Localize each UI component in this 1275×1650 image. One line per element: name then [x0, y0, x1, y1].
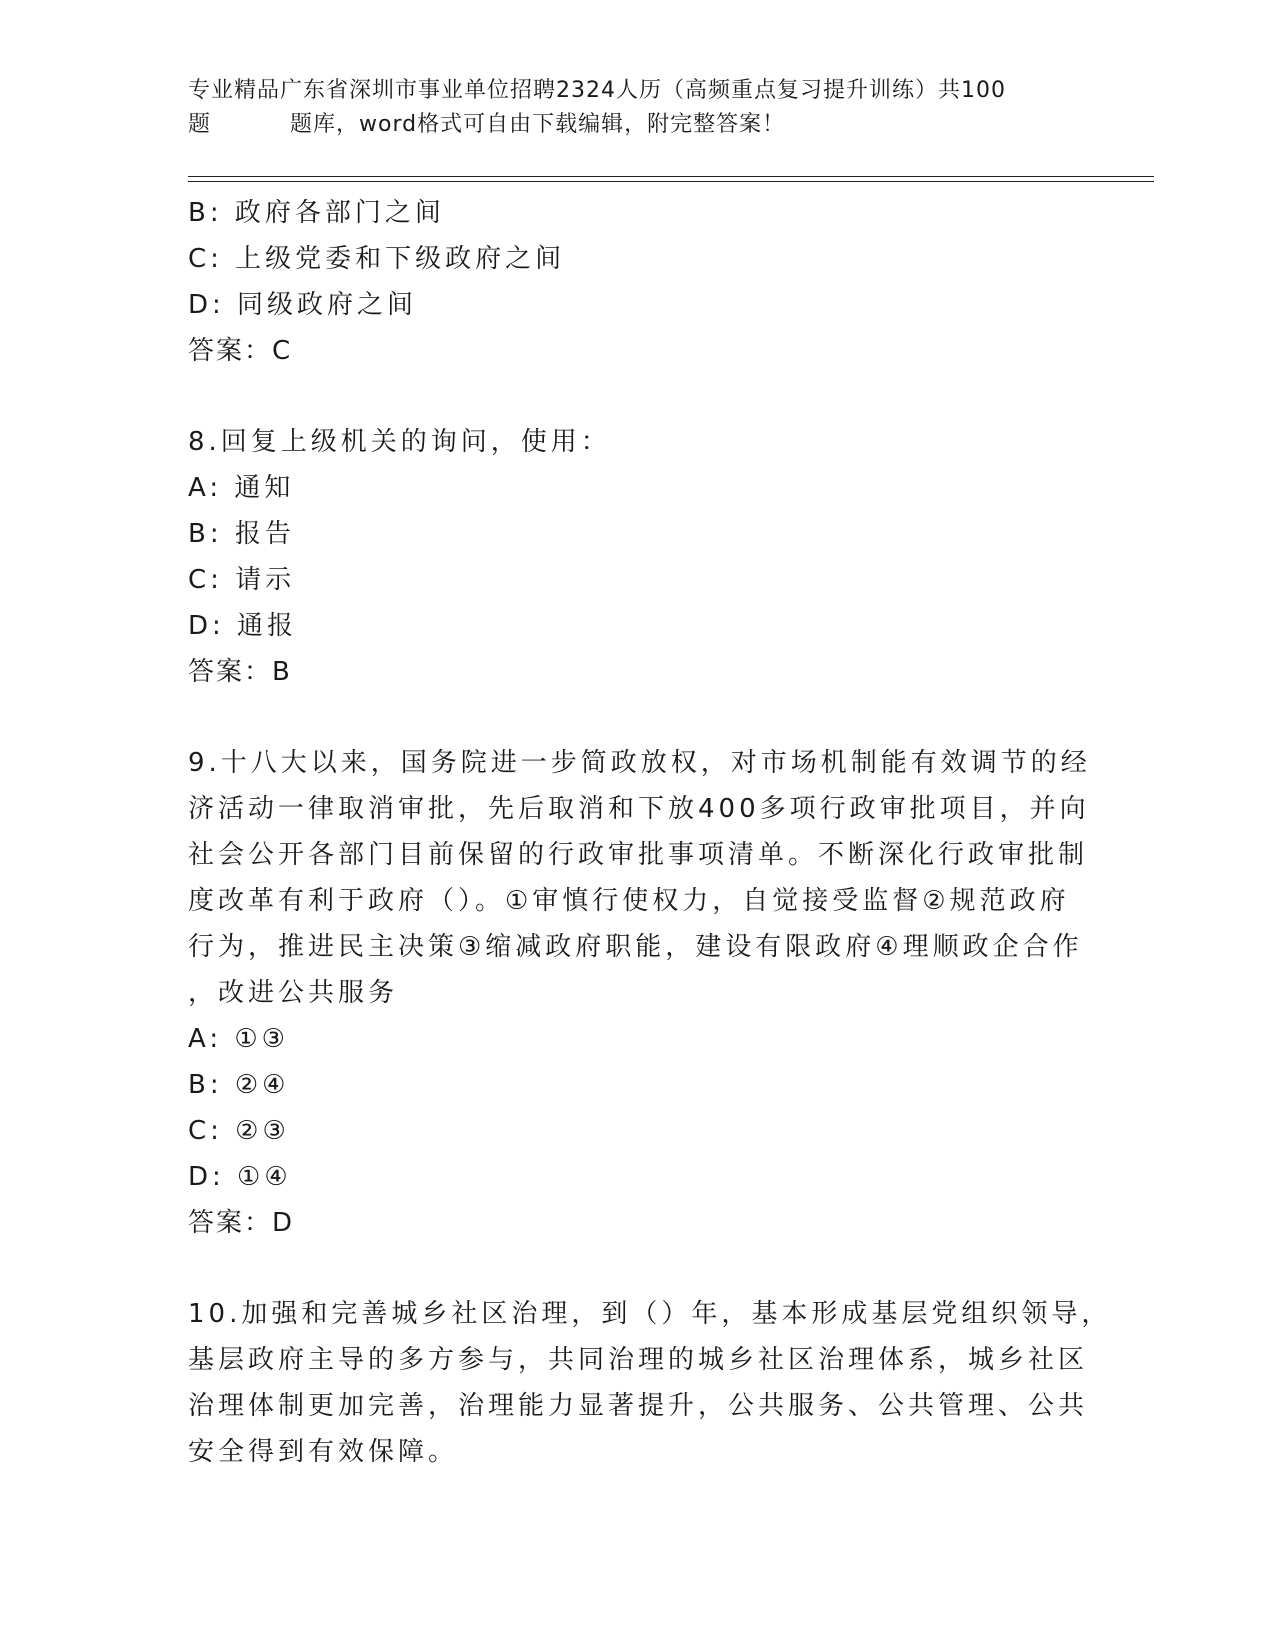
- question-stem: 8.回复上级机关的询问，使用：: [188, 427, 611, 457]
- spacer: [188, 1246, 1068, 1291]
- question-8: [188, 419, 1068, 695]
- option-c: C: ②③: [188, 1116, 290, 1146]
- option-b: B: ②④: [188, 1070, 290, 1100]
- header-line2-left: 题: [188, 112, 212, 137]
- answer-line: 答案：C: [188, 336, 293, 366]
- question-10: [188, 1291, 1112, 1475]
- question-stem-line: 社会公开各部门目前保留的行政审批事项清单。不断深化行政审批制: [188, 840, 1089, 870]
- spacer: [188, 374, 1068, 419]
- answer-line: 答案：B: [188, 657, 292, 687]
- answer-line: 答案：D: [188, 1208, 295, 1238]
- question-9: [188, 740, 1091, 1246]
- question-7-tail: [188, 190, 1068, 374]
- spacer: [188, 695, 1068, 740]
- question-stem-line: 9.十八大以来，国务院进一步简政放权，对市场机制能有效调节的经: [188, 748, 1091, 778]
- question-stem-line: 度改革有利于政府（）。①审慎行使权力，自觉接受监督②规范政府: [188, 886, 1070, 916]
- option-b: B: 报告: [188, 519, 295, 549]
- question-stem-line: 安全得到有效保障。: [188, 1437, 459, 1467]
- header-title-line1: 专业精品广东省深圳市事业单位招聘2324人历（高频重点复习提升训练）共100: [188, 78, 1006, 103]
- document-header: [188, 74, 1088, 142]
- question-stem-line: 基层政府主导的多方参与，共同治理的城乡社区治理体系，城乡社区: [188, 1345, 1089, 1375]
- option-d: D: 通报: [188, 611, 298, 641]
- question-stem-line: 治理体制更加完善，治理能力显著提升，公共服务、公共管理、公共: [188, 1391, 1089, 1421]
- option-a: A: ①③: [188, 1024, 289, 1054]
- header-divider-bottom: [188, 181, 1154, 182]
- question-stem-line: 济活动一律取消审批，先后取消和下放400多项行政审批项目，并向: [188, 794, 1090, 824]
- option-c: C: 上级党委和下级政府之间: [188, 244, 566, 274]
- question-stem-line: 行为，推进民主决策③缩减政府职能，建设有限政府④理顺政企合作: [188, 932, 1083, 962]
- question-content: [188, 190, 1112, 1475]
- header-line2-right: 题库，word格式可自由下载编辑，附完整答案！: [290, 112, 786, 137]
- header-divider-top: [188, 176, 1154, 177]
- question-stem-line: 10.加强和完善城乡社区治理，到（）年，基本形成基层党组织领导，: [188, 1299, 1112, 1329]
- question-stem-line: ，改进公共服务: [188, 978, 399, 1008]
- header-title-line2: [188, 108, 1088, 142]
- option-a: A: 通知: [188, 473, 295, 503]
- option-b: B: 政府各部门之间: [188, 198, 445, 228]
- option-d: D: 同级政府之间: [188, 290, 418, 320]
- option-c: C: 请示: [188, 565, 296, 595]
- option-d: D: ①④: [188, 1162, 292, 1192]
